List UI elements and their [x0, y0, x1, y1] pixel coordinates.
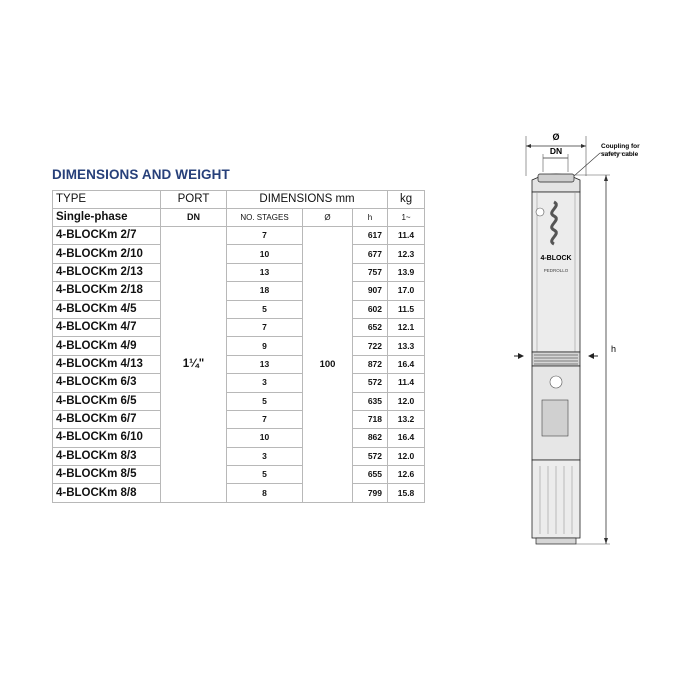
subheader-diameter: Ø: [303, 209, 353, 227]
weight-cell: 12.3: [388, 245, 425, 263]
weight-cell: 15.8: [388, 484, 425, 502]
stages-cell: 5: [227, 392, 303, 410]
height-cell: 907: [353, 282, 388, 300]
stages-cell: 18: [227, 282, 303, 300]
height-cell: 757: [353, 263, 388, 281]
stages-cell: 7: [227, 227, 303, 245]
table-row: [53, 392, 425, 410]
weight-cell: 11.4: [388, 374, 425, 392]
stages-cell: 3: [227, 374, 303, 392]
model-cell: 4-BLOCKm 4/13: [53, 355, 161, 373]
table-row: [53, 447, 425, 465]
weight-cell: 11.4: [388, 227, 425, 245]
coupling-callout: [574, 143, 640, 176]
intake-arrow-right-icon: [588, 353, 598, 359]
model-cell: 4-BLOCKm 6/7: [53, 410, 161, 428]
weight-cell: 12.1: [388, 318, 425, 336]
height-cell: 652: [353, 318, 388, 336]
height-cell: 799: [353, 484, 388, 502]
table-header-row: [53, 191, 425, 209]
weight-cell: 13.9: [388, 263, 425, 281]
model-cell: 4-BLOCKm 2/7: [53, 227, 161, 245]
subheader-dn: DN: [161, 209, 227, 227]
stages-cell: 8: [227, 484, 303, 502]
subheader-kg-unit: 1~: [388, 209, 425, 227]
stages-cell: 7: [227, 410, 303, 428]
diameter-cell: 100: [303, 227, 353, 503]
stages-cell: 9: [227, 337, 303, 355]
dimensions-table: [52, 190, 425, 503]
table-row: [53, 263, 425, 281]
stages-cell: 5: [227, 466, 303, 484]
model-cell: 4-BLOCKm 6/3: [53, 374, 161, 392]
model-cell: 4-BLOCKm 4/5: [53, 300, 161, 318]
port-cell: 1¼": [161, 227, 227, 503]
table-row: [53, 355, 425, 373]
model-cell: 4-BLOCKm 6/10: [53, 429, 161, 447]
subheader-stages: NO. STAGES: [227, 209, 303, 227]
height-cell: 572: [353, 374, 388, 392]
table-row: [53, 484, 425, 502]
coupling-label-line1: Coupling for: [601, 143, 640, 150]
height-cell: 572: [353, 447, 388, 465]
model-cell: 4-BLOCKm 2/10: [53, 245, 161, 263]
model-cell: 4-BLOCKm 4/7: [53, 318, 161, 336]
weight-cell: 12.0: [388, 447, 425, 465]
diameter-label: Ø: [552, 132, 560, 142]
weight-cell: 13.2: [388, 410, 425, 428]
model-cell: 4-BLOCKm 4/9: [53, 337, 161, 355]
table-row: [53, 245, 425, 263]
dn-label: DN: [549, 146, 563, 156]
model-cell: 4-BLOCKm 6/5: [53, 392, 161, 410]
header-dimensions: DIMENSIONS mm: [227, 191, 388, 209]
height-cell: 722: [353, 337, 388, 355]
stages-cell: 13: [227, 355, 303, 373]
table-row: [53, 227, 425, 245]
weight-cell: 12.6: [388, 466, 425, 484]
stages-cell: 5: [227, 300, 303, 318]
subheader-phase: Single-phase: [53, 209, 161, 227]
table-row: [53, 300, 425, 318]
stages-cell: 7: [227, 318, 303, 336]
height-label: h: [611, 344, 617, 354]
header-type: TYPE: [53, 191, 161, 209]
model-cell: 4-BLOCKm 8/3: [53, 447, 161, 465]
model-cell: 4-BLOCKm 2/18: [53, 282, 161, 300]
stages-cell: 3: [227, 447, 303, 465]
weight-cell: 11.5: [388, 300, 425, 318]
height-cell: 718: [353, 410, 388, 428]
brand-logo-text: 4-BLOCK: [540, 255, 572, 262]
height-cell: 655: [353, 466, 388, 484]
weight-cell: 17.0: [388, 282, 425, 300]
weight-cell: 12.0: [388, 392, 425, 410]
weight-cell: 16.4: [388, 355, 425, 373]
weight-cell: 13.3: [388, 337, 425, 355]
height-cell: 635: [353, 392, 388, 410]
pump-body: [532, 174, 580, 544]
subheader-h: h: [353, 209, 388, 227]
model-cell: 4-BLOCKm 8/8: [53, 484, 161, 502]
pump-diagram: [510, 120, 700, 560]
table-row: [53, 374, 425, 392]
stages-cell: 10: [227, 429, 303, 447]
coupling-label-line2: safety cable: [601, 151, 639, 158]
model-cell: 4-BLOCKm 2/13: [53, 263, 161, 281]
manufacturer-text: PEDROLLO: [543, 268, 569, 273]
intake-arrow-left-icon: [514, 353, 524, 359]
model-cell: 4-BLOCKm 8/5: [53, 466, 161, 484]
dn-dimension: [543, 146, 568, 172]
table-row: [53, 337, 425, 355]
stages-cell: 10: [227, 245, 303, 263]
height-cell: 872: [353, 355, 388, 373]
stages-cell: 13: [227, 263, 303, 281]
table-row: [53, 318, 425, 336]
table-subheader-row: [53, 209, 425, 227]
table-row: [53, 282, 425, 300]
weight-cell: 16.4: [388, 429, 425, 447]
header-port: PORT: [161, 191, 227, 209]
height-cell: 677: [353, 245, 388, 263]
height-cell: 617: [353, 227, 388, 245]
height-cell: 602: [353, 300, 388, 318]
height-cell: 862: [353, 429, 388, 447]
table-row: [53, 410, 425, 428]
header-kg: kg: [388, 191, 425, 209]
table-row: [53, 466, 425, 484]
section-title: DIMENSIONS AND WEIGHT: [52, 167, 230, 182]
table-row: [53, 429, 425, 447]
